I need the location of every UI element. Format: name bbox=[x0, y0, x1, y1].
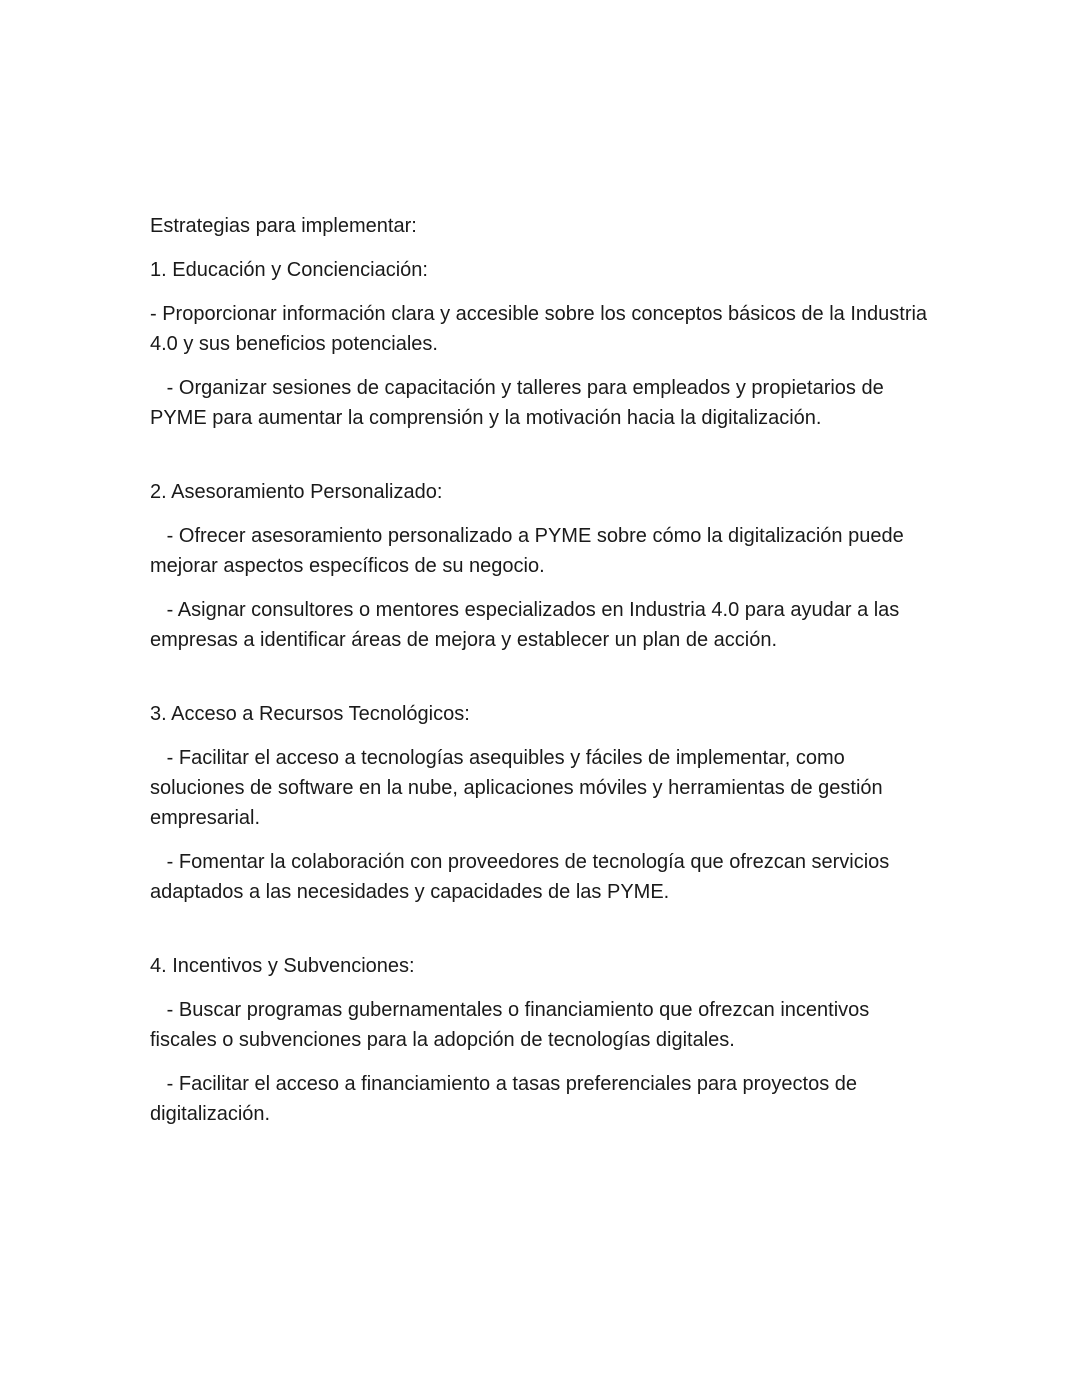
section-heading: 1. Educación y Concienciación: bbox=[150, 259, 428, 281]
bullet-paragraph: - Proporcionar información clara y accesible sobre los conceptos básicos de la Industria 4.0 y sus beneficios potenciales. bbox=[150, 303, 933, 355]
bullet-paragraph: - Facilitar el acceso a tecnologías asequibles y fáciles de implementar, como soluciones de software en la nube, aplicaciones móviles y herramientas de gestión empresarial. bbox=[150, 747, 889, 829]
bullet-paragraph: - Facilitar el acceso a financiamiento a tasas preferenciales para proyectos de digitalización. bbox=[150, 1073, 863, 1125]
bullet-paragraph: - Buscar programas gubernamentales o financiamiento que ofrezcan incentivos fiscales o subvenciones para la adopción de tecnologías digitales. bbox=[150, 999, 875, 1051]
bullet-paragraph: - Organizar sesiones de capacitación y talleres para empleados y propietarios de PYME para aumentar la comprensión y la motivación hacia la digitalización. bbox=[150, 377, 890, 429]
intro-text: Estrategias para implementar: bbox=[150, 215, 417, 237]
section-heading: 3. Acceso a Recursos Tecnológicos: bbox=[150, 703, 470, 725]
document-page bbox=[150, 211, 933, 1143]
bullet-paragraph: - Asignar consultores o mentores especializados en Industria 4.0 para ayudar a las empresas a identificar áreas de mejora y establecer un plan de acción. bbox=[150, 599, 905, 651]
section-heading: 4. Incentivos y Subvenciones: bbox=[150, 955, 415, 977]
bullet-paragraph: - Fomentar la colaboración con proveedores de tecnología que ofrezcan servicios adaptados a las necesidades y capacidades de las PYME. bbox=[150, 851, 895, 903]
section-heading: 2. Asesoramiento Personalizado: bbox=[150, 481, 443, 503]
bullet-paragraph: - Ofrecer asesoramiento personalizado a PYME sobre cómo la digitalización puede mejorar aspectos específicos de su negocio. bbox=[150, 525, 910, 577]
